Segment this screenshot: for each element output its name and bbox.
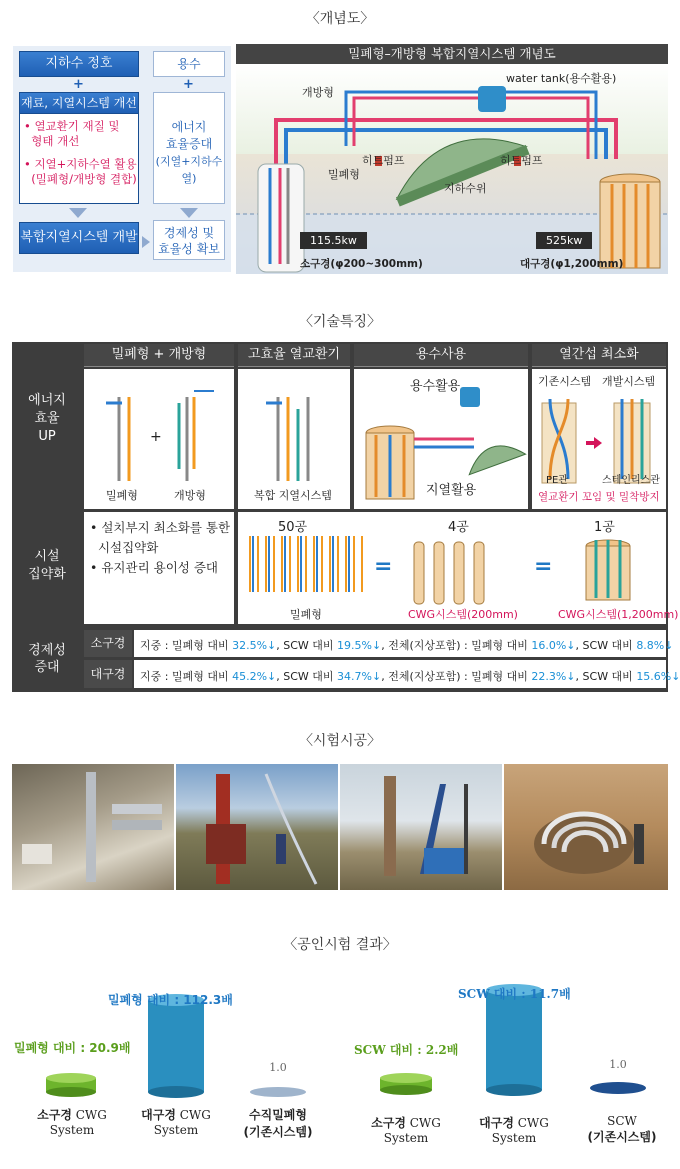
right-big-note: SCW 대비 : 11.7배 — [458, 987, 571, 1001]
left-large-bold: 대구경 — [141, 1108, 176, 1122]
large-bore-label: 대구경 — [84, 660, 132, 688]
diagram-title: 밀폐형–개방형 복합지열시스템 개념도 — [236, 44, 668, 64]
heat-pump-left-label: 히트펌프 — [362, 154, 405, 167]
groundwater-protection-box: 지하수 정호 — [19, 51, 139, 77]
closed-type-label: 밀폐형 — [290, 608, 322, 621]
cwg-200-label: CWG시스템(200mm) — [408, 608, 518, 621]
features-section-title: 〈기술특징〉 — [298, 314, 382, 330]
row-head-energy — [12, 392, 82, 446]
right-small-label — [348, 1114, 464, 1145]
large-diameter-label: 대구경(φ1,200mm) — [520, 258, 624, 270]
count-50: 50공 — [278, 520, 308, 535]
right-reference-disc — [590, 1082, 646, 1094]
equals-sign: = — [534, 554, 553, 579]
row-head-line: UP — [38, 429, 56, 444]
closed-type-label: 밀폐형 — [328, 168, 360, 181]
col-head-exchanger: 고효율 열교환기 — [238, 344, 350, 367]
small-bore-label: 소구경 — [84, 630, 132, 657]
right-large-sys: System — [491, 1131, 537, 1145]
water-use-box: 용수 — [153, 51, 225, 77]
water-use-label: 용수활용 — [410, 379, 461, 394]
trial-section-title: 〈시험시공〉 — [298, 733, 382, 749]
left-small-bold: 소구경 — [37, 1108, 72, 1122]
energy-line2: 효율증대 — [165, 137, 213, 151]
row-head-economy — [12, 642, 82, 676]
groundwater-level-label: 지하수위 — [444, 182, 487, 195]
energy-line1: 에너지 — [171, 120, 207, 134]
left-small-cylinder — [46, 1073, 96, 1097]
geothermal-use-label: 지열활용 — [426, 483, 477, 498]
left-ref-label — [226, 1106, 330, 1140]
development-box: 복합지열시스템 개발 — [19, 222, 139, 254]
row-head-line: 집약화 — [28, 567, 66, 582]
right-ref-line1: SCW — [607, 1114, 637, 1128]
left-small-note: 밀폐형 대비 : 20.9배 — [14, 1041, 131, 1055]
economy-box — [153, 220, 225, 260]
large-kw-badge: 525kw — [536, 232, 592, 249]
small-kw-badge: 115.5kw — [300, 232, 367, 249]
concept-diagram — [236, 44, 668, 274]
trial-photo-1-art — [12, 764, 174, 890]
open-type-label: 개방형 — [302, 86, 334, 99]
trial-photo-4 — [504, 764, 668, 890]
left-ref-line1: 수직밀폐형 — [249, 1108, 307, 1122]
trial-photo-2 — [176, 764, 338, 890]
left-large-cylinder — [148, 994, 204, 1098]
heat-pump-right-label: 히트펌프 — [500, 154, 543, 167]
left-reference-disc — [250, 1087, 306, 1097]
twist-prevention-note: 열교환기 꼬임 및 밀착방지 — [538, 491, 660, 503]
bullet-material: • 열교환기 재질 및 — [24, 119, 120, 133]
col-head-interference: 열간섭 최소화 — [532, 344, 666, 367]
left-large-sys: System — [153, 1123, 199, 1137]
left-ref-value: 1.0 — [269, 1061, 287, 1074]
small-diameter-label: 소구경(φ200~300mm) — [300, 258, 423, 270]
cell-interference — [532, 369, 666, 509]
right-small-bold: 소구경 — [371, 1116, 406, 1130]
bullet-geothermal-cont: (밀폐형/개방형 결합) — [24, 172, 137, 186]
equals-sign: = — [374, 554, 393, 579]
right-small-sys: System — [383, 1131, 429, 1145]
features-table — [12, 342, 680, 692]
left-small-sys: System — [49, 1123, 95, 1137]
right-ref-value: 1.0 — [609, 1058, 627, 1071]
cell-combined — [84, 369, 234, 509]
right-large-rest: CWG — [513, 1116, 549, 1130]
arrow-right-icon — [142, 236, 150, 248]
count-1: 1공 — [594, 520, 615, 535]
facility-bullet1-cont: 시설집약화 — [90, 540, 159, 555]
energy-efficiency-box — [153, 92, 225, 204]
arrow-down-icon — [180, 208, 198, 218]
closed-type-label: 밀폐형 — [106, 489, 138, 502]
stainless-pipe-label: 스테인리스관 — [602, 475, 660, 486]
row-head-line: 시설 — [34, 549, 60, 564]
energy-line3: (지열+지하수열) — [155, 155, 223, 185]
interference-illustration — [532, 369, 666, 509]
economy-line2: 효율성 확보 — [158, 242, 220, 256]
pe-pipe-label: PE관 — [546, 475, 569, 486]
economy-line1: 경제성 및 — [163, 226, 215, 240]
large-bore-econ-row — [134, 660, 680, 688]
left-small-rest: CWG — [71, 1108, 107, 1122]
concept-section-title: 〈개념도〉 — [305, 11, 375, 27]
open-type-label: 개방형 — [174, 489, 206, 502]
bullet-geothermal: • 지열+지하수열 활용 — [24, 157, 137, 171]
certified-section-title: 〈공인시험 결과〉 — [283, 937, 397, 953]
trial-photo-1 — [12, 764, 174, 890]
left-large-label — [118, 1106, 234, 1137]
left-small-label — [14, 1106, 130, 1137]
cwg-1200-label: CWG시스템(1,200mm) — [558, 608, 679, 621]
facility-bullet2: • 유지관리 용이성 증대 — [90, 560, 218, 575]
plus-sign: + — [150, 429, 162, 445]
plus-sign: + — [183, 77, 194, 92]
plus-sign: + — [73, 77, 84, 92]
right-large-label — [456, 1114, 572, 1145]
facility-bullet1: • 설치부지 최소화를 통한 — [90, 520, 231, 535]
left-ref-line2: (기존시스템) — [243, 1125, 313, 1139]
trial-photo-2-art — [176, 764, 338, 890]
row-head-line: 에너지 — [28, 393, 66, 408]
trial-photo-4-art — [504, 764, 668, 890]
small-bore-econ-text: 지중 : 밀폐형 대비 32.5%↓, SCW 대비 19.5%↓, 전체(지상포함) : 밀폐형 대비 16.0%↓, SCW 대비 8.8%↓ — [140, 639, 674, 652]
large-bore-econ-text: 지중 : 밀폐형 대비 45.2%↓, SCW 대비 34.7%↓, 전체(지상포함) : 밀폐형 대비 22.3%↓, SCW 대비 15.6%↓ — [140, 670, 680, 683]
row-head-line: 증대 — [34, 660, 60, 675]
right-small-note: SCW 대비 : 2.2배 — [354, 1043, 459, 1057]
trial-photo-3 — [340, 764, 502, 890]
row-head-facility — [12, 548, 82, 584]
existing-system-label: 기존시스템 — [538, 375, 592, 388]
improvement-title: 재료, 지열시스템 개선 — [19, 92, 139, 114]
right-ref-line2: (기존시스템) — [587, 1130, 657, 1144]
water-tank-label: water tank(용수활용) — [506, 72, 617, 85]
cell-water — [354, 369, 528, 509]
left-large-rest: CWG — [175, 1108, 211, 1122]
developed-system-label: 개발시스템 — [602, 375, 656, 388]
cell-facility-text — [84, 512, 234, 624]
count-4: 4공 — [448, 520, 469, 535]
col-head-water: 용수사용 — [354, 344, 528, 367]
right-ref-label — [570, 1114, 674, 1145]
arrow-down-icon — [69, 208, 87, 218]
col-head-combined: 밀폐형 + 개방형 — [84, 344, 234, 367]
cell-exchanger — [238, 369, 350, 509]
small-bore-econ-row — [134, 630, 674, 657]
row-head-line: 효율 — [34, 411, 60, 426]
improvement-box — [19, 92, 139, 204]
combined-system-label: 복합 지열시스템 — [254, 489, 332, 502]
left-big-note: 밀폐형 대비 : 112.3배 — [108, 993, 233, 1007]
cell-facility-compare — [238, 512, 679, 624]
right-large-bold: 대구경 — [479, 1116, 514, 1130]
row-head-line: 경제성 — [28, 643, 66, 658]
trial-photo-3-art — [340, 764, 502, 890]
right-small-cylinder — [380, 1073, 432, 1095]
bullet-material-cont: 형태 개선 — [24, 134, 80, 148]
concept-flow-panel — [13, 46, 231, 272]
right-small-rest: CWG — [405, 1116, 441, 1130]
